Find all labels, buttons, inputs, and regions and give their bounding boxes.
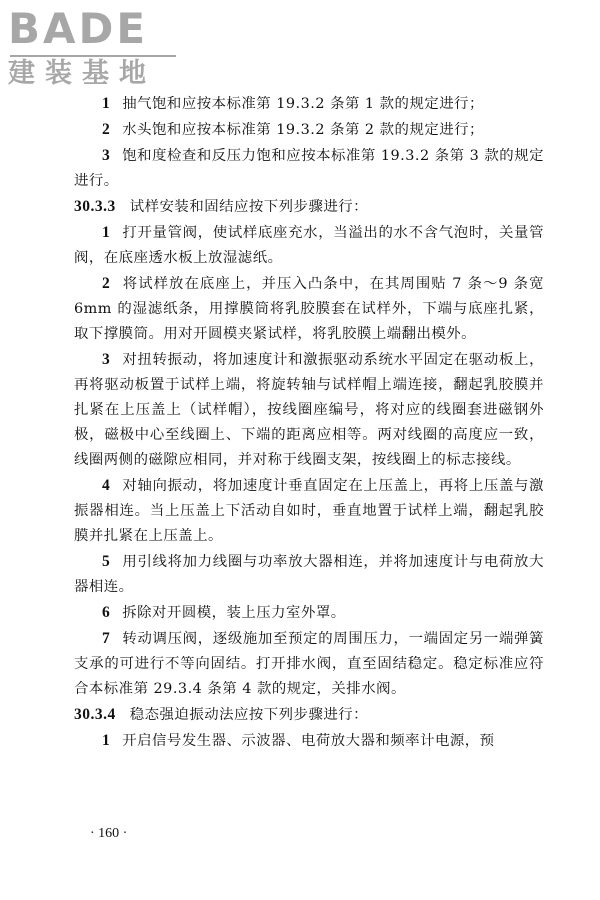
page-number: · 160 · — [90, 826, 128, 841]
logo-divider — [10, 55, 176, 57]
section-text: 试样安装和固结应按下列步骤进行： — [129, 199, 369, 215]
item-number: 4 — [102, 477, 111, 494]
clause-item — [74, 549, 544, 600]
item-text: 饱和度检查和反压力饱和应按本标准第 19.3.2 条第 3 款的规定进行。 — [74, 148, 544, 189]
item-text: 打开量管阀，使试样底座充水，当溢出的水不含气泡时，关量管阀，在底座透水板上放湿滤纸。 — [74, 225, 544, 266]
publisher-logo — [8, 6, 178, 92]
clause-item — [74, 271, 544, 347]
item-number: 1 — [102, 732, 111, 749]
item-number: 2 — [102, 121, 111, 138]
item-number: 2 — [102, 275, 111, 292]
clause-item — [74, 600, 544, 626]
document-body — [74, 91, 544, 754]
clause-item — [74, 143, 544, 194]
logo-brand-text: BADE — [8, 4, 149, 53]
item-text: 水头饱和应按本标准第 19.3.2 条第 2 款的规定进行； — [122, 122, 484, 138]
item-number: 7 — [102, 630, 111, 647]
item-text: 将试样放在底座上，并压入凸条中，在其周围贴 7 条～9 条宽 6mm 的湿滤纸条，用撑膜筒将乳胶膜套在试样外，下端与底座扎紧，取下撑膜筒。用对开圆模夹紧试样，将乳胶膜上端翻出模外。 — [74, 276, 544, 342]
section-number: 30.3.4 — [74, 706, 116, 723]
section-number: 30.3.3 — [74, 198, 116, 215]
clause-item — [74, 220, 544, 271]
section-heading — [74, 702, 544, 728]
item-number: 5 — [102, 553, 111, 570]
clause-item — [74, 91, 544, 117]
clause-item — [74, 347, 544, 473]
logo-subtitle: 建装基地 — [8, 58, 156, 89]
clause-item — [74, 626, 544, 702]
clause-item — [74, 473, 544, 549]
item-text: 开启信号发生器、示波器、电荷放大器和频率计电源，预 — [122, 733, 495, 749]
item-text: 用引线将加力线圈与功率放大器相连，并将加速度计与电荷放大器相连。 — [74, 554, 544, 595]
item-number: 3 — [102, 147, 111, 164]
clause-item — [74, 728, 544, 754]
item-number: 6 — [102, 604, 111, 621]
item-text: 对轴向振动，将加速度计垂直固定在上压盖上，再将上压盖与激振器相连。当上压盖上下活动自如时，垂直地置于试样上端，翻起乳胶膜并扎紧在上压盖上。 — [74, 478, 544, 544]
item-text: 转动调压阀，逐级施加至预定的周围压力，一端固定另一端弹簧支承的可进行不等向固结。打开排水阀，直至固结稳定。稳定标准应符合本标准第 29.3.4 条第 4 款的规定，关排水阀。 — [74, 631, 544, 697]
item-text: 抽气饱和应按本标准第 19.3.2 条第 1 款的规定进行； — [122, 96, 484, 112]
item-number: 3 — [102, 351, 111, 368]
section-heading — [74, 194, 544, 220]
section-text: 稳态强迫振动法应按下列步骤进行： — [129, 707, 369, 723]
item-text: 拆除对开圆模，装上压力室外罩。 — [122, 605, 346, 621]
item-text: 对扭转振动，将加速度计和激振驱动系统水平固定在驱动板上，再将驱动板置于试样上端，将旋转轴与试样帽上端连接，翻起乳胶膜并扎紧在上压盖上（试样帽），按线圈座编号，将对应的线圈套进磁钢外极，磁极中心至线圈上、下端的距离应相等。两对线圈的高度应一致，线圈两侧的磁隙应相同，并对称于线圈支架，按线圈上的标志接线。 — [74, 352, 544, 468]
item-number: 1 — [102, 95, 111, 112]
clause-item — [74, 117, 544, 143]
item-number: 1 — [102, 224, 111, 241]
